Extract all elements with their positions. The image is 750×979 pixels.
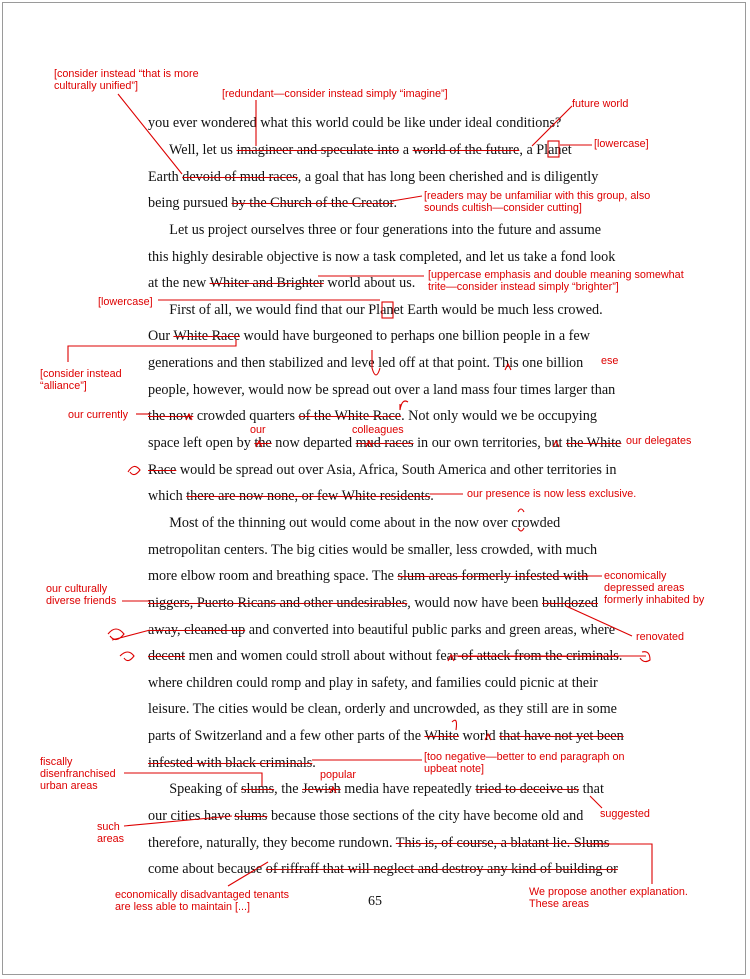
text-line xyxy=(148,168,598,186)
text-line xyxy=(148,647,622,665)
text-run: world about us. xyxy=(323,275,416,291)
text-run: our cities have xyxy=(148,808,235,824)
annotation-culturally-diverse: our culturally diverse friends xyxy=(46,583,117,607)
text-run: because those sections of the city have become old and xyxy=(267,808,584,824)
text-line xyxy=(148,434,621,452)
struck-phrase: decent xyxy=(148,648,186,664)
annotation-future-world: future world xyxy=(572,98,629,110)
annotation-suggested: suggested xyxy=(600,808,650,820)
struck-phrase: by the Church of the Creator xyxy=(231,195,394,211)
struck-phrase: devoid of mud races xyxy=(182,169,298,185)
text-line xyxy=(148,381,615,399)
struck-phrase: infested with black criminals xyxy=(148,755,313,771)
text-run: First of all, we would find that our Planet Earth would be much less crowed. xyxy=(148,302,603,318)
text-run: . xyxy=(393,195,398,211)
text-run: Speaking of xyxy=(148,781,241,797)
text-run: . xyxy=(618,648,623,664)
text-line xyxy=(148,594,598,612)
text-run: , would now have been xyxy=(407,595,543,611)
text-line xyxy=(148,487,434,505)
annotation-our-delegates: our delegates xyxy=(626,435,692,447)
text-run: now departed xyxy=(271,435,356,451)
text-run: which xyxy=(148,488,187,504)
text-run: in our own territories, but xyxy=(413,435,567,451)
text-run: crowded quarters xyxy=(193,408,299,424)
text-line xyxy=(148,754,316,772)
text-run: world xyxy=(458,728,500,744)
struck-phrase: slum areas formerly infested with xyxy=(397,568,589,584)
struck-phrase: of riffraff that will neglect and destroy any kind of building or xyxy=(265,861,618,877)
text-line xyxy=(148,727,624,745)
struck-phrase: White xyxy=(424,728,459,744)
annotation-such-areas: such areas xyxy=(97,821,125,845)
struck-phrase: White Race xyxy=(173,328,240,344)
annotation-popular: popular xyxy=(320,769,357,781)
annotation-alliance: [consider instead “alliance”] xyxy=(40,368,122,392)
text-run: come about because xyxy=(148,861,266,877)
text-line xyxy=(148,834,609,852)
text-run: men and women could stroll about without fear xyxy=(185,648,458,664)
text-line xyxy=(148,621,615,639)
text-run: , a goal that has long been cherished and is diligently xyxy=(297,169,599,185)
struck-phrase: the now xyxy=(148,408,194,424)
annotation-our: our xyxy=(250,424,266,436)
struck-phrase: tried to deceive us xyxy=(475,781,580,797)
text-run: at the new xyxy=(148,275,210,291)
text-run: . xyxy=(430,488,434,504)
annotation-culturally-unified: [consider instead “that is more culturally unified”] xyxy=(54,68,199,92)
text-line xyxy=(148,674,598,692)
text-line xyxy=(148,567,588,585)
annotation-ese: ese xyxy=(601,355,619,367)
text-line xyxy=(148,327,590,345)
struck-phrase: world of the future xyxy=(412,142,520,158)
struck-phrase: that have not yet been xyxy=(499,728,624,744)
text-run: , the xyxy=(274,781,303,797)
annotation-renovated: renovated xyxy=(636,631,685,643)
struck-phrase: there are now none, or few White residents xyxy=(186,488,431,504)
text-line xyxy=(148,780,604,798)
annotation-presence-exclusive: our presence is now less exclusive. xyxy=(467,488,637,500)
text-line xyxy=(148,301,603,319)
text-run: Well, let us xyxy=(148,142,237,158)
text-run: this highly desirable objective is now a task completed, and let us take a fond look xyxy=(148,249,616,265)
text-line xyxy=(148,248,615,266)
annotation-lowercase-planet-1: [lowercase] xyxy=(594,138,649,150)
text-run: Let us project ourselves three or four generations into the future and assume xyxy=(148,222,602,238)
text-line xyxy=(148,407,597,425)
struck-phrase: slums xyxy=(234,808,268,824)
text-line xyxy=(148,514,560,532)
annotation-redundant-imagine: [redundant—consider instead simply “imagine”] xyxy=(222,88,448,100)
text-run: metropolitan centers. The big cities would be smaller, less crowded, with much xyxy=(148,542,598,558)
struck-phrase: imagineer and speculate into xyxy=(236,142,400,158)
page-number: 65 xyxy=(368,894,382,909)
annotation-fiscally: fiscally disenfranchised urban areas xyxy=(40,756,116,792)
text-run: where children could romp and play in safety, and families could picnic at their xyxy=(148,675,598,691)
text-line xyxy=(148,194,397,212)
struck-phrase: Whiter and Brighter xyxy=(209,275,324,291)
annotation-economically-depressed: economically depressed areas formerly inhabited by xyxy=(604,570,705,606)
text-run: . xyxy=(312,755,316,771)
annotation-another-explanation: We propose another explanation. These areas xyxy=(529,886,688,910)
struck-phrase: slums xyxy=(241,781,275,797)
text-run: would have burgeoned to perhaps one billion people in a few xyxy=(239,328,590,344)
text-line xyxy=(148,114,561,132)
text-line xyxy=(148,221,601,239)
text-run: more elbow room and breathing space. The xyxy=(148,568,398,584)
annotation-economically-disadvantaged: economically disadvantaged tenants are less able to maintain [...] xyxy=(115,889,290,913)
text-run: being pursued xyxy=(148,195,232,211)
struck-phrase: of the White Race xyxy=(298,408,402,424)
struck-phrase: away, cleaned up xyxy=(148,622,246,638)
struck-phrase: Race xyxy=(148,462,177,478)
text-line xyxy=(148,700,617,718)
text-run: therefore, naturally, they become rundown. xyxy=(148,835,396,851)
text-line xyxy=(148,354,583,372)
annotation-too-negative: [too negative—better to end paragraph on upbeat note] xyxy=(424,751,625,775)
text-line xyxy=(148,860,618,878)
annotation-uppercase-trite: [uppercase emphasis and double meaning somewhat trite—consider instead simply “brighter”] xyxy=(428,269,684,293)
text-run: parts of Switzerland and a few other parts of the xyxy=(148,728,425,744)
annotation-colleagues: colleagues xyxy=(352,424,404,436)
text-run: and converted into beautiful public parks and green areas, where xyxy=(245,622,616,638)
text-run: leisure. The cities would be clean, orderly and uncrowded, as they still are in some xyxy=(148,701,617,717)
text-run: Our xyxy=(148,328,174,344)
annotation-our-currently: our currently xyxy=(68,409,129,421)
text-run: . Not only would we be occupying xyxy=(401,408,597,424)
text-line xyxy=(148,807,583,825)
text-run: you ever wondered what this world could be like under ideal conditions? xyxy=(148,115,562,131)
text-run: space left open by xyxy=(148,435,255,451)
struck-phrase: mud races xyxy=(355,435,414,451)
struck-phrase: niggers, Puerto Ricans and other undesirables xyxy=(148,595,408,611)
text-line xyxy=(148,274,415,292)
struck-phrase: the White xyxy=(566,435,622,451)
struck-phrase: bulldozed xyxy=(542,595,598,611)
text-line xyxy=(148,141,572,159)
text-run: Earth xyxy=(148,169,183,185)
struck-phrase: Jewish xyxy=(302,781,341,797)
text-run: would be spread out over Asia, Africa, South America and other territories in xyxy=(176,462,617,478)
text-run: generations and then stabilized and leve led off at that point. This one billion xyxy=(148,355,584,371)
annotation-lowercase-planet-2: [lowercase] xyxy=(98,296,153,308)
text-run: Most of the thinning out would come about in the now over crowded xyxy=(148,515,561,531)
struck-phrase: This is, of course, a blatant lie. Slums xyxy=(395,835,610,851)
text-run: a xyxy=(399,142,413,158)
text-run: media have repeatedly xyxy=(340,781,476,797)
text-run: people, however, would now be spread out over a land mass four times larger than xyxy=(148,382,616,398)
annotation-cultish: [readers may be unfamiliar with this group, also sounds cultish—consider cutting] xyxy=(424,190,651,214)
struck-phrase: of attack from the criminals xyxy=(457,648,619,664)
text-run: that xyxy=(579,781,604,797)
text-line xyxy=(148,461,616,479)
text-line xyxy=(148,541,597,559)
struck-phrase: the xyxy=(254,435,272,451)
text-run: , a Planet xyxy=(519,142,572,158)
